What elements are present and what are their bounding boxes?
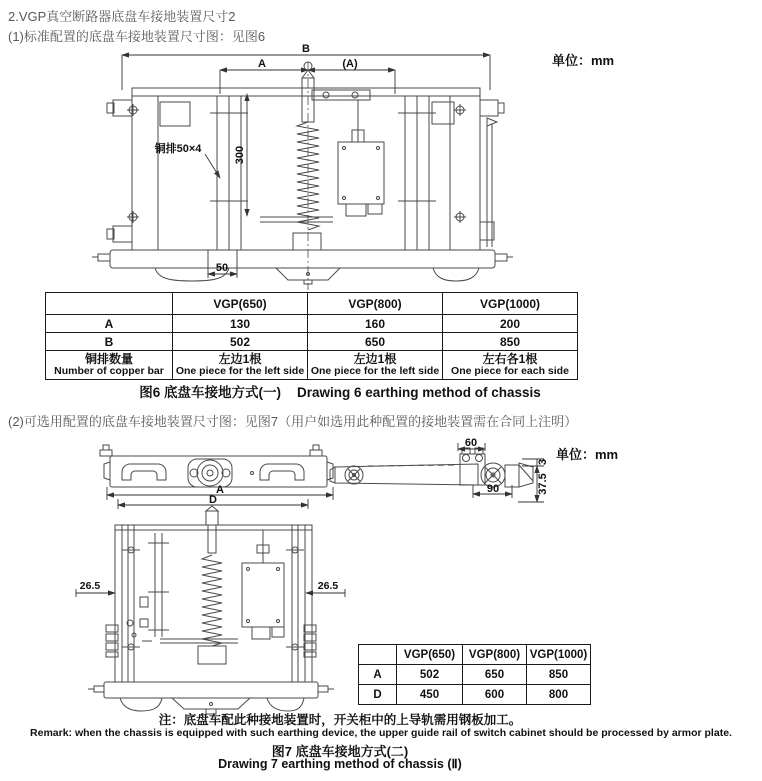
figure7-note-en: Remark: when the chassis is equipped with such earthing device, the upper guide rail of switch cabinet should be processed by armor plate. (30, 727, 732, 739)
row-d-value: 600 (463, 685, 527, 705)
header-vgp800: VGP(800) (308, 293, 443, 315)
figure7-dim-37-5: 37.5 (537, 473, 549, 495)
figure6-unit-label: 单位：mm (552, 53, 615, 68)
figure7-unit-label: 单位：mm (556, 447, 619, 462)
row-d-value: 450 (397, 685, 463, 705)
header-vgp1000: VGP(1000) (527, 645, 591, 665)
figure7-front-view (60, 505, 360, 720)
copper-cell-cn: 左右各1根 (482, 352, 538, 366)
figure6-drawing (50, 44, 570, 294)
figure7-dim-a: A (216, 484, 224, 496)
copper-cell (308, 351, 443, 380)
figure6-dimension-labels (154, 43, 358, 274)
row-b-label: B (46, 333, 173, 351)
copper-cell (173, 351, 308, 380)
page-title: 2.VGP真空断路器底盘车接地装置尺寸2 (8, 9, 236, 24)
copper-cell-cn: 左边1根 (353, 352, 397, 366)
row-a-value: 200 (443, 315, 578, 333)
section2-text: (2)可选用配置的底盘车接地装置尺寸图：见图7（用户如选用此种配置的接地装置需在合同上注明） (8, 414, 578, 429)
header-empty (46, 293, 173, 315)
figure6-copper-bar-label: 铜排50×4 (154, 143, 202, 155)
table-header-row (359, 645, 591, 665)
figure7-dim-left-26-5: 26.5 (79, 580, 101, 592)
table-row (46, 315, 578, 333)
figure6-chassis-linework (92, 62, 513, 284)
row-b-value: 850 (443, 333, 578, 351)
figure7-note-cn: 注：底盘车配此种接地装置时，开关柜中的上导轨需用钢板加工。 (158, 713, 522, 727)
row-d-label: D (359, 685, 397, 705)
figure7-frontview-linework (88, 506, 334, 714)
figure7-side-view (330, 437, 555, 518)
figure7-sideview-dims (458, 443, 544, 502)
figure6-dim-300: 300 (234, 145, 246, 165)
row-a-value: 650 (463, 665, 527, 685)
figure6-caption (30, 381, 650, 401)
figure6-dim-a: A (258, 58, 266, 70)
row-b-value: 502 (173, 333, 308, 351)
header-vgp650: VGP(650) (173, 293, 308, 315)
row-a-value: 850 (527, 665, 591, 685)
header-vgp800: VGP(800) (463, 645, 527, 665)
figure7-sideview-labels (465, 437, 549, 495)
copper-label-en: Number of copper bar (54, 365, 164, 378)
row-a-label: A (46, 315, 173, 333)
figure7-dim-3: 3 (537, 458, 549, 466)
figure7-caption-en: Drawing 7 earthing method of chassis (Ⅱ) (218, 757, 462, 771)
copper-cell-en: One piece for the left side (310, 365, 440, 378)
figure6-dim-a-paren: (A) (342, 58, 358, 70)
row-b-value: 650 (308, 333, 443, 351)
figure7-dim-90: 90 (486, 483, 500, 495)
copper-cell-en: One piece for each side (451, 365, 569, 378)
figure6-table (45, 292, 578, 380)
figure6-dim-b: B (302, 43, 310, 55)
figure7-caption-cn: 图7 底盘车接地方式(二) (271, 744, 409, 759)
figure6-caption-en: Drawing 6 earthing method of chassis (296, 385, 541, 400)
header-empty (359, 645, 397, 665)
figure7-dim-d: D (209, 494, 217, 506)
figure7-table (358, 644, 591, 705)
section1-text: (1)标准配置的底盘车接地装置尺寸图：见图6 (8, 29, 266, 44)
figure7-sideview-linework (330, 448, 533, 487)
figure6-dim-50: 50 (215, 262, 229, 274)
copper-cell-cn: 左边1根 (218, 352, 262, 366)
table-row (359, 665, 591, 685)
figure7-dim-right-26-5: 26.5 (317, 580, 339, 592)
figure7-topview-linework (100, 445, 333, 487)
figure6-caption-cn: 图6 底盘车接地方式(一) (139, 385, 281, 400)
row-a-value: 160 (308, 315, 443, 333)
copper-cell (443, 351, 578, 380)
table-row (359, 685, 591, 705)
table-row (46, 333, 578, 351)
table-row-copper (46, 351, 578, 380)
copper-cell-en: One piece for the left side (175, 365, 305, 378)
row-a-value: 502 (397, 665, 463, 685)
figure7-dim-60: 60 (464, 437, 478, 449)
row-a-value: 130 (173, 315, 308, 333)
header-vgp1000: VGP(1000) (443, 293, 578, 315)
header-vgp650: VGP(650) (397, 645, 463, 665)
figure7-top-view (60, 443, 360, 509)
row-d-value: 800 (527, 685, 591, 705)
row-a-label: A (359, 665, 397, 685)
copper-label-cn: 铜排数量 (84, 352, 133, 366)
table-header-row (46, 293, 578, 315)
copper-row-label (46, 351, 173, 380)
